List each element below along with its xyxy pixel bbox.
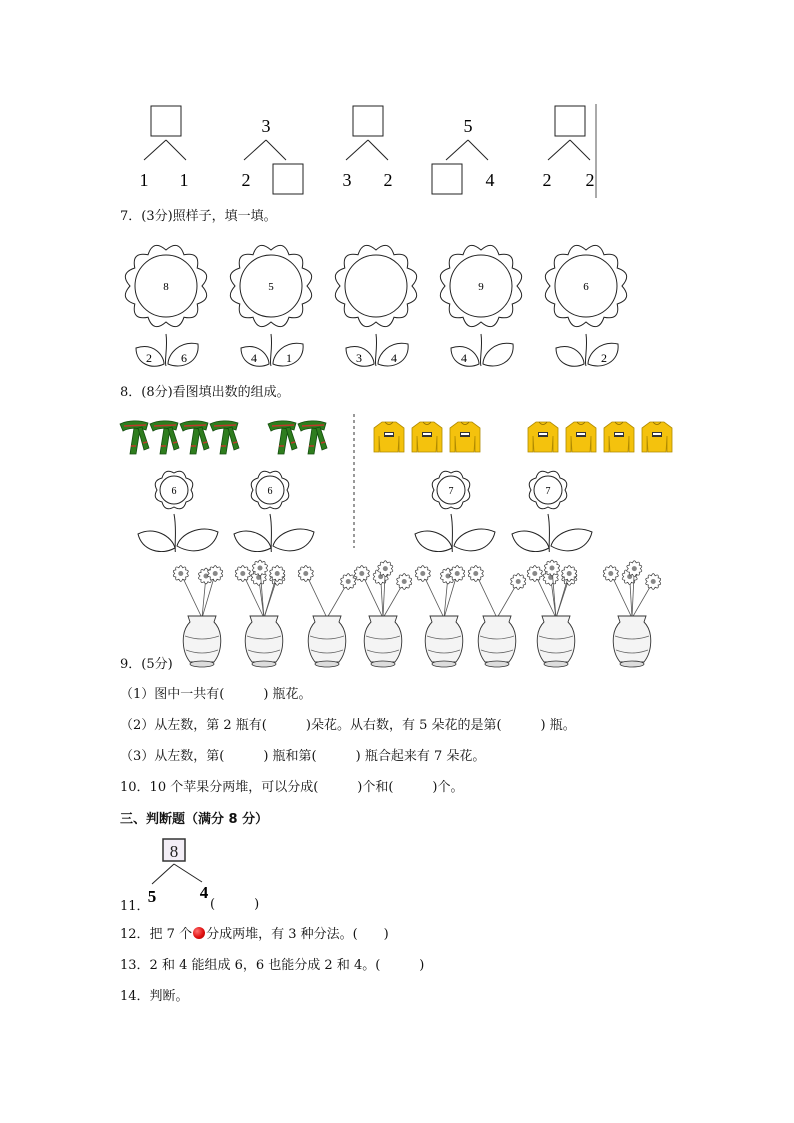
left-leaf-number: 3 [356,351,362,365]
tree-1 [140,106,189,190]
vase-with-flowers [468,566,525,667]
svg-text:5: 5 [147,887,157,906]
flower-with-number [512,471,592,552]
tree-3 [343,106,393,190]
number-trees [120,100,610,200]
svg-text:8: 8 [169,842,179,861]
sunflower [440,245,521,366]
scarf-icon [268,421,297,454]
svg-text:3: 3 [342,170,352,190]
svg-text:1: 1 [139,170,149,190]
scarf-icon [150,421,179,454]
svg-text:3: 3 [261,116,271,136]
svg-text:1: 1 [179,170,189,190]
flower-number: 7 [545,486,551,497]
q7-sunflowers [118,236,638,368]
sweater-icon [604,422,634,452]
right-leaf-number: 4 [391,351,397,365]
svg-text:2: 2 [383,170,393,190]
vase-with-flowers [354,561,411,667]
svg-text:4: 4 [485,170,495,190]
q7-label: 7．(3分)照样子，填一填。 [120,209,277,224]
q8-picture [118,412,678,552]
tree-2 [242,116,304,194]
q13-text: 13．2 和 4 能组成 6，6 也能分成 2 和 4。( ) [120,958,425,973]
flower-number: 6 [171,486,177,497]
sunflower [335,245,416,366]
svg-text:4: 4 [199,883,209,902]
answer-box[interactable] [353,106,383,136]
right-leaf-number: 1 [286,351,292,365]
flower-number: 6 [267,486,273,497]
sunflower [230,245,311,366]
scarf-icon [120,421,149,454]
flower-with-number [138,471,218,552]
answer-box[interactable] [555,106,585,136]
q11-label: 11． [120,899,150,914]
q11-answer-paren[interactable]: ( ) [210,897,260,912]
sweater-icon [374,422,404,452]
sweater-icon [642,422,672,452]
q9-line-3: （3）从左数，第( ) 瓶和第( ) 瓶合起来有 7 朵花。 [120,749,486,764]
vase-with-flowers [298,566,355,667]
red-ball-icon [193,927,205,939]
vase-with-flowers [235,560,285,667]
q10-text: 10．10 个苹果分两堆，可以分成( )个和( )个。 [120,780,464,795]
flower-center-number: 5 [268,281,274,293]
sunflower [125,245,206,366]
left-leaf-number: 4 [251,351,257,365]
scarf-icon [180,421,209,454]
right-leaf-number: 2 [601,351,607,365]
vase-with-flowers [603,561,660,667]
q14-text: 14．判断。 [120,989,189,1004]
sunflower [545,245,626,366]
tree-5 [543,104,597,198]
vase-with-flowers [173,566,222,667]
svg-text:2: 2 [542,170,552,190]
q11-tree [138,836,218,908]
vase-with-flowers [527,560,577,667]
right-leaf-number: 6 [181,351,187,365]
flower-number: 7 [448,486,454,497]
q9-line-1: （1）图中一共有( ) 瓶花。 [120,687,312,702]
sweater-icon [566,422,596,452]
svg-text:2: 2 [585,170,595,190]
flower-center-number: 6 [583,281,589,293]
flower-center-number: 8 [163,281,169,293]
q12-before: 12．把 7 个 [120,927,193,942]
svg-text:2: 2 [241,170,251,190]
section-3-heading: 三、判断题（满分 8 分） [120,812,269,827]
flower-center-number: 9 [478,281,484,293]
vase-with-flowers [415,566,464,667]
q12-text [120,926,389,944]
flower-with-number [415,471,495,552]
flower-with-number [234,471,314,552]
q9-vases [172,556,672,672]
answer-box[interactable] [273,164,303,194]
sweater-icon [412,422,442,452]
q12-after: 分成两堆，有 3 种分法。( ) [206,927,389,942]
left-leaf-number: 2 [146,351,152,365]
q8-label: 8．(8分)看图填出数的组成。 [120,385,290,400]
scarf-icon [210,421,239,454]
left-leaf-number: 4 [461,351,467,365]
scarf-icon [298,421,327,454]
tree-4 [432,116,495,194]
sweater-icon [528,422,558,452]
answer-box[interactable] [151,106,181,136]
answer-box[interactable] [432,164,462,194]
q9-label: 9．(5分) [120,657,173,672]
sweater-icon [450,422,480,452]
q9-line-2: （2）从左数，第 2 瓶有( )朵花。从右数，有 5 朵花的是第( ) 瓶。 [120,718,576,733]
svg-text:5: 5 [463,116,473,136]
